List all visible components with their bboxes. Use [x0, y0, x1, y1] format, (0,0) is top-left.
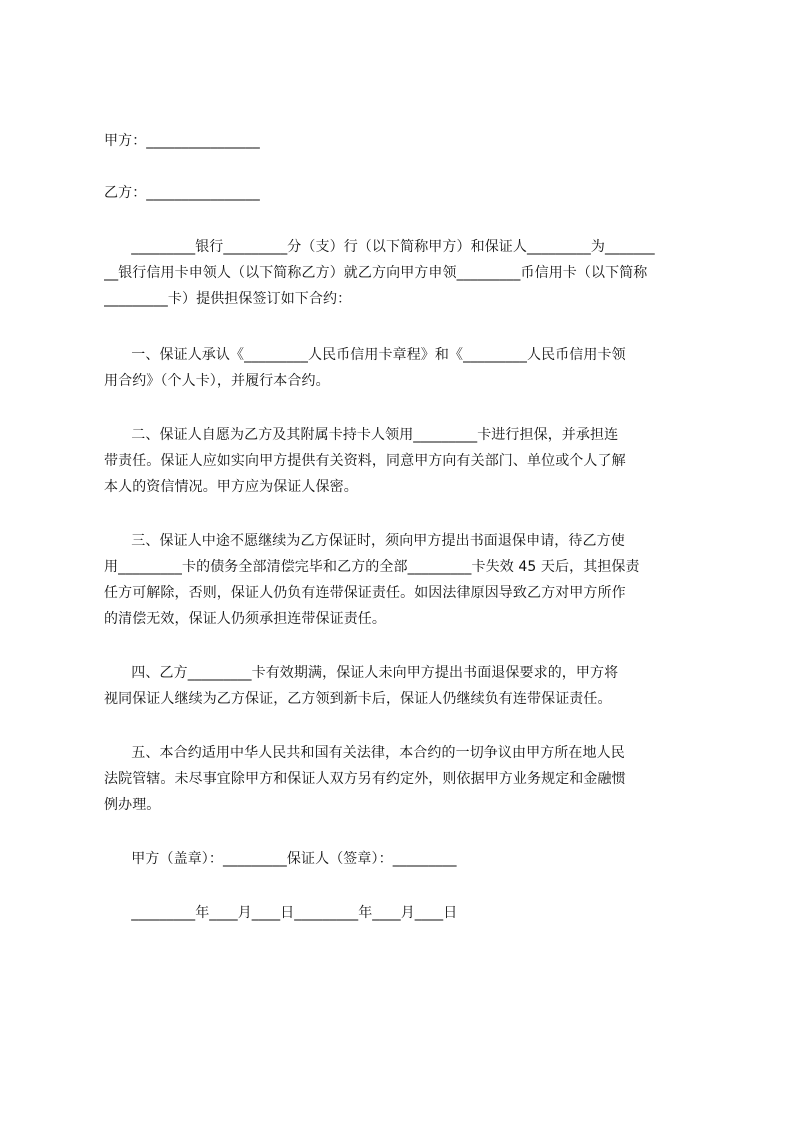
clause-3-line: 用_________卡的债务全部清偿完毕和乙方的全部_________卡失效 45 天后，其担保责: [104, 559, 640, 575]
clause-5-line: 例办理。: [104, 797, 161, 813]
clause-5-line: 五、本合约适用中华人民共和国有关法律，本合约的一切争议由甲方所在地人民: [104, 745, 625, 761]
preamble-line: __银行信用卡申领人（以下简称乙方）就乙方向甲方申领_________币信用卡（以下简称: [104, 265, 648, 281]
clause-4-line: 四、乙方_________卡有效期满，保证人未向甲方提出书面退保要求的，甲方将: [104, 665, 619, 681]
clause-3-line: 的清偿无效，保证人仍须承担连带保证责任。: [104, 611, 386, 627]
party-a-line: 甲方：________________: [104, 133, 260, 149]
clause-5-line: 法院管辖。未尽事宜除甲方和保证人双方另有约定外，则依据甲方业务规定和金融惯: [104, 771, 626, 787]
clause-2-line: 带责任。保证人应如实向甲方提供有关资料，同意甲方向有关部门、单位或个人了解: [104, 453, 626, 469]
preamble-line: _________银行_________分（支）行（以下简称甲方）和保证人_________为_______: [104, 239, 655, 255]
clause-3-line: 任方可解除，否则，保证人仍负有连带保证责任。如因法律原因导致乙方对甲方所作: [104, 585, 626, 601]
party-b-line: 乙方：________________: [104, 185, 260, 201]
clause-1-line: 用合约》（个人卡），并履行本合约。: [104, 373, 330, 389]
clause-4-line: 视同保证人继续为乙方保证，乙方领到新卡后，保证人仍继续负有连带保证责任。: [104, 691, 612, 707]
clause-1-line: 一、保证人承认《_________人民币信用卡章程》和《_________人民币信用卡领: [104, 347, 626, 363]
signature-line: 甲方（盖章）：_________保证人（签章）：_________: [104, 851, 457, 867]
clause-2-line: 本人的资信情况。甲方应为保证人保密。: [104, 479, 358, 495]
date-line: _________年____月____日_________年____月____日: [104, 905, 458, 921]
clause-2-line: 二、保证人自愿为乙方及其附属卡持卡人领用_________卡进行担保，并承担连: [104, 427, 619, 443]
clause-3-line: 三、保证人中途不愿继续为乙方保证时，须向甲方提出书面退保申请，待乙方使: [104, 533, 625, 549]
preamble-line: _________卡）提供担保签订如下合约：: [104, 291, 352, 307]
